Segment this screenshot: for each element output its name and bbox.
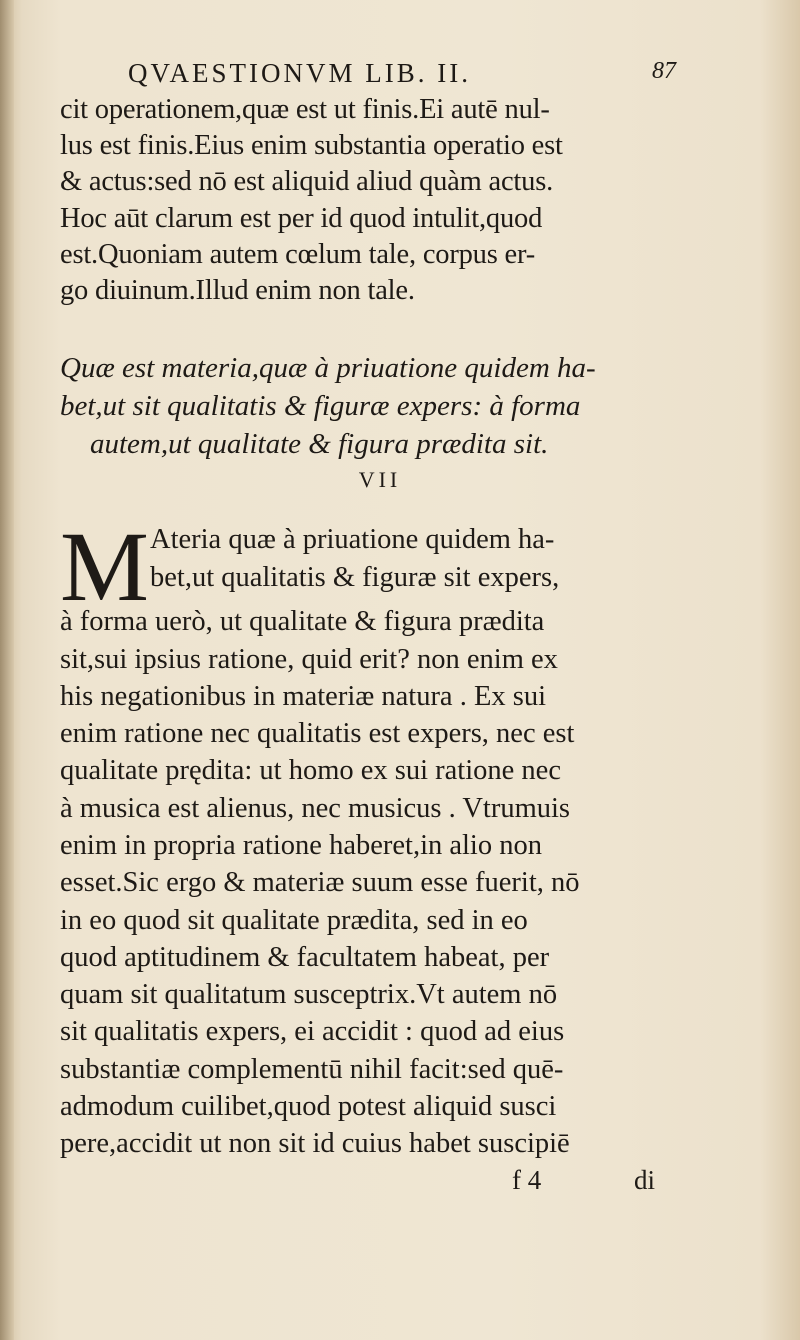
drop-capital: M — [60, 511, 149, 623]
text-line: sit,sui ipsius ratione, quid erit? non enim ex — [60, 643, 558, 675]
catchword: di — [634, 1164, 656, 1195]
text-line: est.Quoniam autem cœlum tale, corpus er- — [60, 238, 535, 270]
text-line: admodum cuilibet,quod potest aliquid susci — [60, 1091, 557, 1123]
text-line: substantiæ complementū nihil facit:sed quē- — [60, 1053, 564, 1085]
signature-mark: f 4 — [512, 1164, 542, 1195]
text-line: esset.Sic ergo & materiæ suum esse fuerit, nō — [60, 867, 580, 899]
text-line: go diuinum.Illud enim non tale. — [60, 275, 415, 307]
section-number: VII — [358, 467, 402, 493]
text-line: lus est finis.Eius enim substantia operatio est — [60, 130, 563, 162]
text-line: his negationibus in materiæ natura . Ex sui — [60, 680, 547, 712]
text-line: enim in propria ratione haberet,in alio non — [60, 830, 542, 861]
running-head — [60, 52, 680, 92]
text-line: Ateria quæ à priuatione quidem ha- — [150, 524, 555, 556]
text-line: sit qualitatis expers, ei accidit : quod ad eius — [60, 1016, 565, 1048]
text-line: & actus:sed nō est aliquid aliud quàm actus. — [60, 166, 554, 198]
text-line: quam sit qualitatum susceptrix.Vt autem nō — [60, 979, 558, 1011]
text-line: qualitate prędita: ut homo ex sui ratione nec — [60, 755, 561, 787]
main-text-block — [60, 511, 680, 1162]
text-line: à musica est alienus, nec musicus . Vtrumuis — [60, 792, 571, 824]
text-line: in eo quod sit qualitate prædita, sed in eo — [60, 904, 528, 936]
folio-number: 87 — [652, 58, 676, 84]
question-heading — [60, 349, 680, 463]
text-line: cit operationem,quæ est ut finis.Ei autē nul- — [60, 94, 550, 125]
text-line: Hoc aūt clarum est per id quod intulit,quod — [60, 202, 543, 234]
text-line: pere,accidit ut non sit id cuius habet suscipiē — [60, 1128, 570, 1160]
text-line: enim ratione nec qualitatis est expers, nec est — [60, 718, 575, 750]
text-line: à forma uerò, ut qualitate & figura prædita — [60, 606, 545, 638]
heading-line: Quæ est materia,quæ à priuatione quidem ha- — [60, 352, 596, 385]
book-page — [60, 52, 680, 1205]
text-line: bet,ut qualitatis & figuræ sit expers, — [150, 561, 560, 593]
preceding-text-block — [60, 92, 680, 309]
text-line: quod aptitudinem & facultatem habeat, per — [60, 941, 550, 973]
running-title: QVAESTIONVM LIB. II. — [128, 58, 471, 88]
heading-line: bet,ut sit qualitatis & figuræ expers: à forma — [60, 390, 581, 423]
gutter-shadow — [0, 0, 14, 1340]
heading-line: autem,ut qualitate & figura prædita sit. — [90, 428, 549, 461]
catchline — [60, 1165, 680, 1205]
